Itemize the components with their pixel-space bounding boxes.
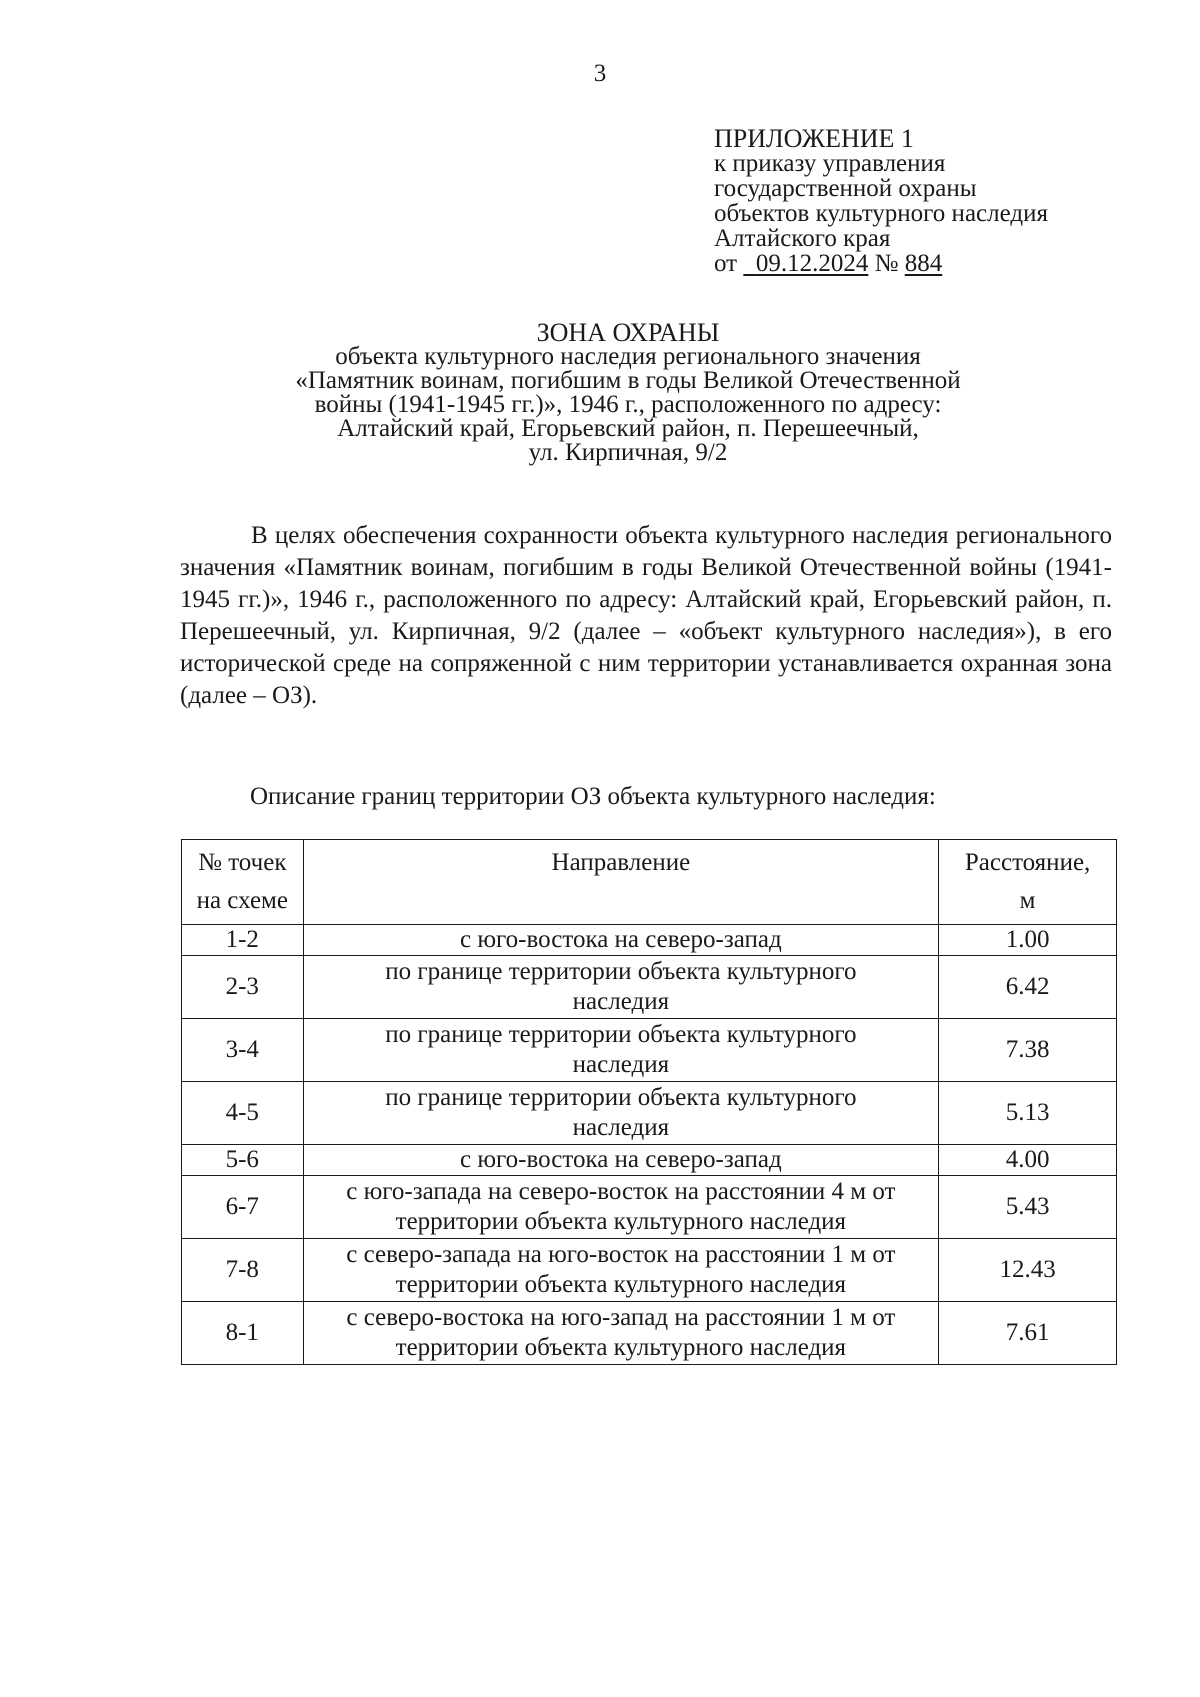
direction-line: по границе территории объекта культурного: [385, 1021, 857, 1048]
cell-points: 4-5: [182, 1082, 304, 1145]
direction-line: территории объекта культурного наследия: [395, 1271, 847, 1298]
cell-direction: [303, 925, 939, 956]
table-row: [182, 1302, 1117, 1365]
document-title-block: [150, 318, 1106, 466]
cell-direction: [303, 1302, 939, 1365]
table-row: [182, 1082, 1117, 1145]
order-number-sign: №: [874, 250, 899, 277]
title-line: «Памятник воинам, погибшим в годы Великой Отечественной: [295, 367, 961, 394]
table-row: [182, 1239, 1117, 1302]
header-points-line: № точек: [198, 849, 287, 876]
header-points-line: на схеме: [196, 887, 288, 914]
table-row: [182, 925, 1117, 956]
cell-distance: 5.13: [939, 1082, 1117, 1145]
appendix-heading: ПРИЛОЖЕНИЕ 1: [714, 124, 914, 153]
cell-direction: [303, 1176, 939, 1239]
direction-line: с юго-запада на северо-восток на расстоянии 4 м от: [346, 1178, 896, 1205]
cell-points: 1-2: [182, 925, 304, 956]
appendix-line: к приказу управления: [714, 150, 946, 177]
cell-points: 7-8: [182, 1239, 304, 1302]
cell-points: 2-3: [182, 956, 304, 1019]
cell-distance: 1.00: [939, 925, 1117, 956]
title-line: ул. Кирпичная, 9/2: [528, 439, 728, 466]
direction-line: наследия: [572, 988, 670, 1015]
direction-line: с юго-востока на северо-запад: [460, 1146, 782, 1173]
appendix-line: государственной охраны: [714, 175, 977, 202]
appendix-block: [714, 126, 1154, 276]
table-row: [182, 1019, 1117, 1082]
cell-direction: [303, 1239, 939, 1302]
direction-line: наследия: [572, 1051, 670, 1078]
cell-distance: 5.43: [939, 1176, 1117, 1239]
header-direction: Направление: [303, 840, 939, 925]
direction-line: наследия: [572, 1114, 670, 1141]
title-line: объекта культурного наследия регионального значения: [335, 343, 921, 370]
table-row: [182, 1145, 1117, 1176]
direction-line: территории объекта культурного наследия: [395, 1208, 847, 1235]
cell-distance: 7.38: [939, 1019, 1117, 1082]
table-row: [182, 1176, 1117, 1239]
boundary-table: [181, 839, 1117, 1365]
body-paragraph: В целях обеспечения сохранности объекта культурного наследия регионального значения «Памятник воинам, погибшим в годы Великой Отечественной войны (1941-1945 гг.)», 1946 г., расположенного по адресу: Алтайский край, Егорьевский район, п. Перешеечный, ул. Кирпичная, 9/2 (далее – «объект культурного наследия»), в его исторической среде на сопряженной с ним территории устанавливается охранная зона (далее – ОЗ).: [180, 522, 1112, 709]
cell-distance: 4.00: [939, 1145, 1117, 1176]
header-points: [182, 840, 304, 925]
table-caption: Описание границ территории ОЗ объекта культурного наследия:: [250, 783, 936, 810]
header-distance: [939, 840, 1117, 925]
cell-direction: [303, 1082, 939, 1145]
title-line: войны (1941-1945 гг.)», 1946 г., расположенного по адресу:: [314, 391, 942, 418]
cell-points: 3-4: [182, 1019, 304, 1082]
direction-line: с северо-востока на юго-запад на расстоянии 1 м от: [346, 1304, 896, 1331]
cell-points: 8-1: [182, 1302, 304, 1365]
order-date: [743, 250, 868, 277]
appendix-line: объектов культурного наследия: [714, 200, 1048, 227]
order-date-prefix: от: [714, 250, 738, 277]
direction-line: с юго-востока на северо-запад: [460, 926, 782, 953]
cell-direction: [303, 1019, 939, 1082]
cell-distance: 7.61: [939, 1302, 1117, 1365]
table-row: [182, 956, 1117, 1019]
order-date-value: 09.12.2024: [755, 250, 869, 277]
cell-points: 6-7: [182, 1176, 304, 1239]
cell-distance: 6.42: [939, 956, 1117, 1019]
page-number: 3: [593, 60, 607, 87]
cell-direction: [303, 956, 939, 1019]
title-line: Алтайский край, Егорьевский район, п. Перешеечный,: [337, 415, 919, 442]
order-number: 884: [904, 250, 943, 277]
direction-line: по границе территории объекта культурного: [385, 1084, 857, 1111]
header-distance-line: м: [1019, 887, 1036, 914]
direction-line: с северо-запада на юго-восток на расстоянии 1 м от: [346, 1241, 896, 1268]
header-distance-line: Расстояние,: [964, 849, 1091, 876]
order-date-number: [714, 251, 1154, 276]
cell-points: 5-6: [182, 1145, 304, 1176]
direction-line: территории объекта культурного наследия: [395, 1334, 847, 1361]
direction-line: по границе территории объекта культурного: [385, 958, 857, 985]
appendix-line: Алтайского края: [714, 225, 891, 252]
table-header-row: [182, 840, 1117, 925]
document-title: ЗОНА ОХРАНЫ: [536, 318, 720, 347]
cell-direction: [303, 1145, 939, 1176]
cell-distance: 12.43: [939, 1239, 1117, 1302]
